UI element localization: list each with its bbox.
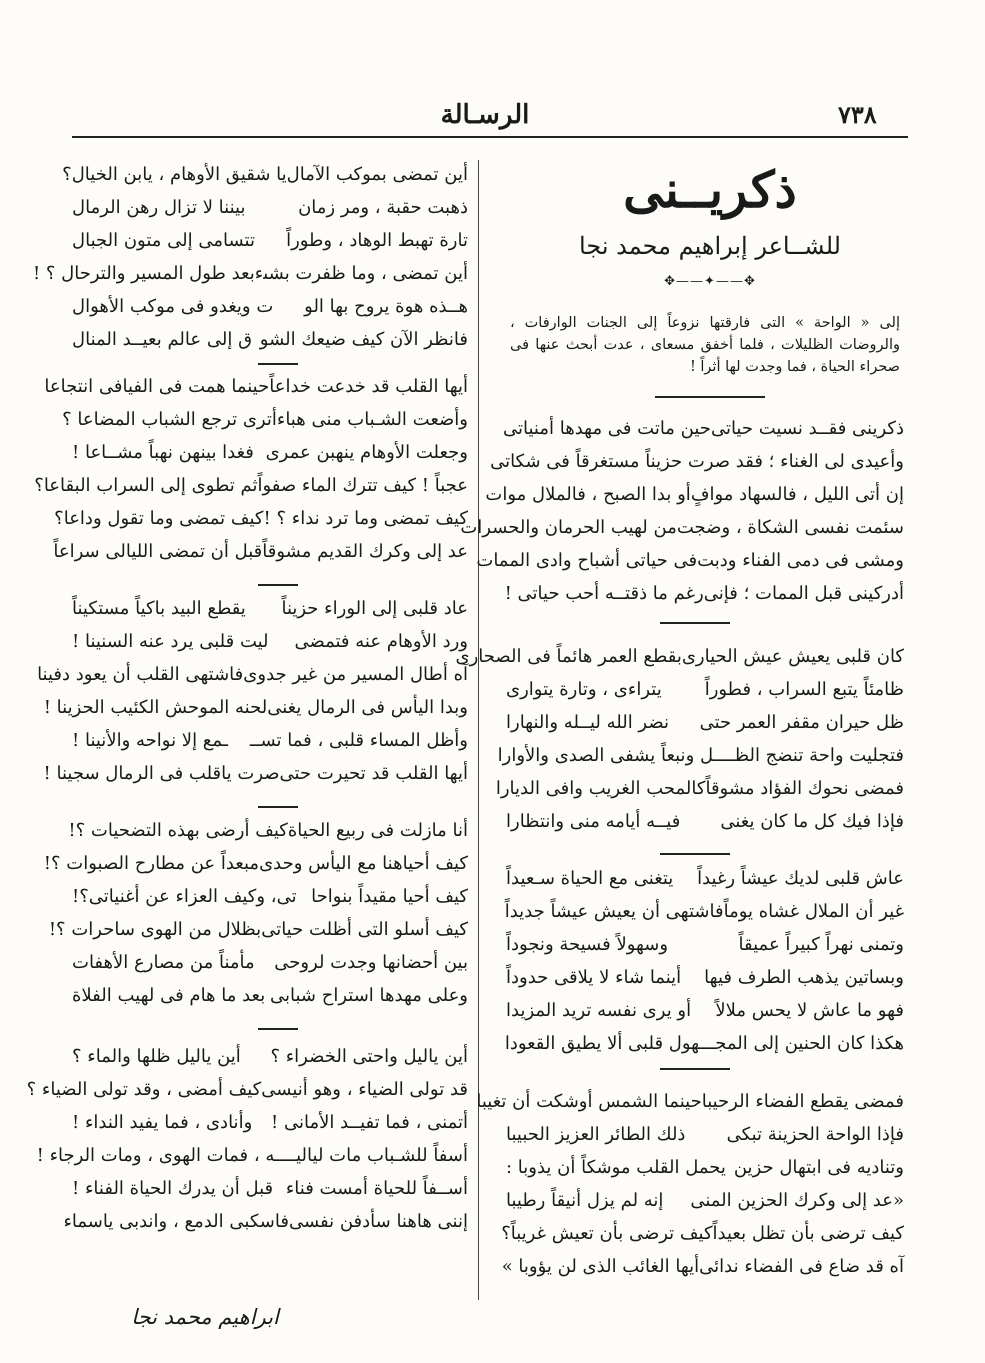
second-hemistich: فاسكبى الدمع ، واندبى ياسماء	[63, 1211, 289, 1232]
first-hemistich: ورد الأوهام عنه فتمضى	[294, 631, 468, 652]
first-hemistich: وأعيدى لى الغناء ؛ فقد صر	[704, 451, 904, 472]
second-hemistich: رغم ما ذقتــه أحب حياتى !	[504, 583, 704, 604]
verse-line	[43, 757, 468, 790]
verse-line	[63, 1205, 468, 1238]
first-hemistich: أنا مازلت فى ربيع الحياة	[287, 820, 468, 841]
first-hemistich: أين تمضى ، وما ظفرت بشى‍ء	[254, 263, 468, 284]
stanza	[26, 1040, 468, 1238]
verse-line	[72, 625, 468, 658]
first-hemistich: أســفاً للحياة أمست فناء	[285, 1178, 468, 1199]
verse-line	[72, 946, 468, 979]
first-hemistich: أتمنى ، فما تفيــد الأمانى !	[271, 1112, 468, 1133]
first-hemistich: وتمنى نهراً كبيراً عميقاً	[738, 934, 904, 955]
stanza	[476, 1085, 904, 1283]
second-hemistich: فاشتهى أن يعيش عيشاً جديداً	[504, 901, 724, 922]
first-hemistich: هكذا كان الحنين إلى المجــ	[704, 1033, 904, 1054]
stanza	[506, 862, 904, 1060]
first-hemistich: وبدا اليأس فى الرمال يغنى	[267, 697, 468, 718]
second-hemistich: أينما شاء لا يلاقى حدوداً	[506, 967, 682, 988]
dedication-text: إلى « الواحة » التى فارقتها نزوعاً إلى الجنات الوارفات ، والروضات الظليلات ، فلما أخفق مسعاى ، عدت أبحث عنها فى صحراء الحياة ، فما وجدت لها أثراً !	[510, 315, 900, 375]
verse-line	[72, 1040, 468, 1073]
second-hemistich: يقطع البيد باكياً مستكيناً	[72, 598, 246, 619]
verse-line	[37, 658, 468, 691]
first-hemistich: كيف أحياهنا مع اليأس وحدى	[259, 853, 468, 874]
first-hemistich: كان قلبى يعيش عيش الحيارى	[681, 646, 904, 667]
verse-line	[54, 502, 468, 535]
second-hemistich: بقطع العمر هائماً فى الصحارى	[455, 646, 682, 667]
section-rule	[258, 584, 298, 586]
first-hemistich: وأظل المساء قلبى ، فما تســ	[249, 730, 468, 751]
verse-line	[506, 961, 904, 994]
section-rule	[660, 853, 730, 855]
second-hemistich: كيف تمضى وما تقول وداعا؟	[54, 508, 264, 529]
second-hemistich: وسهولاً فسيحة ونجوداً	[506, 934, 669, 955]
verse-line	[43, 847, 468, 880]
first-hemistich: أين تمضى بموكب الآمال	[286, 164, 468, 185]
second-hemistich: فيــه أيامه منى وانتظارا	[506, 811, 681, 832]
first-hemistich: ومشى فى دمى الفناء ودبت	[697, 550, 904, 571]
verse-line	[62, 403, 468, 436]
section-rule	[258, 806, 298, 808]
first-hemistich: كيف ترضى بأن تظل بعيداً	[712, 1223, 904, 1244]
second-hemistich: أترى ترجع الشباب المضاعا ؟	[62, 409, 277, 430]
section-rule	[660, 1068, 730, 1070]
first-hemistich: عاش قلبى لديك عيشاً رغيداً	[697, 868, 904, 889]
poem-title: ذكريــنى	[623, 160, 797, 219]
first-hemistich: فهو ما عاش لا يحس ملالاً	[715, 1000, 904, 1021]
section-rule	[258, 1028, 298, 1030]
second-hemistich: لحنه الموحش الكئيب الحزينا !	[43, 697, 268, 718]
verse-line	[506, 706, 904, 739]
first-hemistich: آه قد ضاع فى الفضاء ندائى	[699, 1256, 904, 1277]
verse-line	[72, 191, 468, 224]
first-hemistich: فمضى نحوك الفؤاد مشوقاً	[705, 778, 904, 799]
first-hemistich: أين ياليل واحتى الخضراء ؟	[270, 1046, 468, 1067]
magazine-title: الرسـالة	[440, 100, 530, 130]
verse-line	[506, 895, 904, 928]
second-hemistich: كيف أمضى ، وقد تولى الضياء ؟	[26, 1079, 262, 1100]
second-hemistich: يحمل القلب موشكاً أن يذوبا :	[506, 1157, 726, 1178]
second-hemistich: قبل أن تمضى الليالى سراعاً	[53, 541, 263, 562]
verse-line	[485, 478, 904, 511]
verse-line	[460, 511, 904, 544]
section-rule	[258, 363, 298, 365]
poem-author: للشــاعر إبراهيم محمد نجا	[579, 232, 841, 260]
second-hemistich: فاشتهى القلب أن يعود دفينا	[37, 664, 244, 685]
second-hemistich: فى حياتى أشباح وادى الممات	[476, 550, 698, 571]
first-hemistich: عاد قلبى إلى الوراء حزيناً	[281, 598, 468, 619]
second-hemistich: يتغنى مع الحياة سـعيداً	[506, 868, 674, 889]
first-hemistich: قد تولى الضياء ، وهو أنيسى	[261, 1079, 468, 1100]
second-hemistich: مأمناً من مصارع الأهفات	[72, 952, 255, 973]
verse-line	[72, 1172, 468, 1205]
second-hemistich: ـهول قلبى ألا يطيق القعودا	[504, 1033, 705, 1054]
verse-line	[72, 290, 468, 323]
first-hemistich: هــذه هوة يروح بها الو	[304, 296, 468, 317]
second-hemistich: بعد ما هام فى لهيب الفلاة	[72, 985, 266, 1006]
first-hemistich: عجباً ! كيف تترك الماء صفواً	[257, 475, 468, 496]
second-hemistich: قبل أن يدرك الحياة الفناء !	[72, 1178, 274, 1199]
first-hemistich: ظل حيران مقفر العمر حتى	[699, 712, 904, 733]
first-hemistich: إن أتى الليل ، فالسهاد موافٍ	[690, 484, 904, 505]
poet-signature: ابراهيم محمد نجا	[131, 1305, 279, 1329]
first-hemistich: ظامئاً يتبع السراب ، فطوراً	[704, 679, 904, 700]
first-hemistich: وتناديه فى ابتهال حزين	[733, 1157, 904, 1178]
verse-line	[495, 772, 904, 805]
verse-line	[506, 1118, 904, 1151]
first-hemistich: وبساتين يذهب الطرف فيها	[704, 967, 904, 988]
stanza	[460, 412, 904, 610]
verse-line	[72, 724, 468, 757]
verse-line	[506, 928, 904, 961]
first-hemistich: أيها القلب قد خدعت خداعاً	[269, 376, 468, 397]
second-hemistich: ت ويغدو فى موكب الأهوال	[72, 296, 274, 317]
verse-line	[490, 445, 904, 478]
first-hemistich: فمضى يقطع الفضاء الرحيبا	[701, 1091, 904, 1112]
first-hemistich: وعلى مهدها استراح شبابى	[270, 985, 468, 1006]
first-hemistich: كيف أحيا مقيداً بنواحا	[311, 886, 468, 907]
second-hemistich: يتراءى ، وتارة يتوارى	[506, 679, 662, 700]
second-hemistich: ليت قلبى يرد عنه السنينا !	[72, 631, 269, 652]
first-hemistich: فتجليت واحة تنضج الظـــ	[718, 745, 904, 766]
verse-line	[476, 1085, 904, 1118]
second-hemistich: ذلك الطائر العزيز الحبيبا	[506, 1124, 686, 1145]
verse-line	[72, 592, 468, 625]
verse-line	[72, 436, 468, 469]
verse-line	[503, 412, 904, 445]
first-hemistich: إننى هاهنا سأدفن نفسى	[288, 1211, 468, 1232]
second-hemistich: يا شقيق الأوهام ، يابن الخيال؟	[62, 164, 287, 185]
verse-line	[506, 1151, 904, 1184]
verse-line	[506, 673, 904, 706]
verse-line	[72, 323, 468, 356]
first-hemistich: ذهبت حقبة ، ومر زمان	[298, 197, 468, 218]
first-hemistich: أيها القلب قد تحيرت حتى	[279, 763, 468, 784]
second-hemistich: حين ماتت فى مهدها أمنياتى	[503, 418, 711, 439]
stanza	[37, 592, 468, 790]
first-hemistich: فإذا الواحة الحزينة تبكى	[726, 1124, 904, 1145]
stanza	[43, 814, 468, 1012]
verse-line	[68, 814, 468, 847]
second-hemistich: كيف ترضى بأن تعيش غريباً؟	[501, 1223, 713, 1244]
second-hemistich: إنه لم يزل أنيقاً رطيبا	[506, 1190, 664, 1211]
second-hemistich: تى، وكيف العزاء عن أغنياتى؟!	[72, 886, 297, 907]
second-hemistich: صرت ياقلب فى الرمال سجينا !	[43, 763, 280, 784]
verse-line	[501, 1250, 904, 1283]
first-hemistich: سئمت نفسى الشكاة ، وضجت	[676, 517, 904, 538]
first-hemistich: أسفاً للشـباب مات لياليــ	[285, 1145, 468, 1166]
page-number: ٧٣٨	[838, 100, 877, 129]
stanza	[34, 370, 468, 568]
second-hemistich: ثم تطوى إلى السراب البقاعا؟	[34, 475, 258, 496]
second-hemistich: ــه ، فمات الهوى ، ومات الرجاء !	[36, 1145, 286, 1166]
second-hemistich: بظلال من الهوى ساحرات ؟!	[48, 919, 262, 940]
verse-line	[506, 805, 904, 838]
second-hemistich: تتسامى إلى متون الجبال	[72, 230, 255, 251]
second-hemistich: مبعداً عن مطارح الصبوات ؟!	[43, 853, 260, 874]
first-hemistich: غير أن الملال غشاه يوماً	[723, 901, 904, 922]
verse-line	[501, 1217, 904, 1250]
second-hemistich: ـمع إلا نواحه والأنينا !	[72, 730, 229, 751]
second-hemistich: وأنادى ، فما يفيد النداء !	[72, 1112, 253, 1133]
first-hemistich: ذكرينى فقــد نسيت حياتى	[710, 418, 904, 439]
first-hemistich: «عد إلى وكرك الحزين المنى	[690, 1190, 904, 1211]
second-hemistich: حينما الشمس أوشكت أن تغيبا	[476, 1091, 702, 1112]
verse-line	[26, 1073, 468, 1106]
verse-line	[32, 257, 468, 290]
first-hemistich: عد إلى وكرك القديم مشوقاً	[262, 541, 468, 562]
second-hemistich: أو يرى نفسه تريد المزيدا	[506, 1000, 692, 1021]
verse-line	[53, 535, 468, 568]
verse-line	[506, 577, 904, 610]
verse-line	[72, 1106, 468, 1139]
second-hemistich: بعد طول المسير والترحال ؟ !	[32, 263, 255, 284]
first-hemistich: تارة تهبط الوهاد ، وطوراً	[286, 230, 468, 251]
second-hemistich: ـل ونبعاً يشفى الصدى والأوارا	[497, 745, 719, 766]
verse-line	[44, 370, 468, 403]
second-hemistich: أو بدا الصبح ، فالملال موات	[485, 484, 691, 505]
stanza	[32, 158, 468, 356]
first-hemistich: آه أطال المسير من غير جدوى	[243, 664, 468, 685]
verse-line	[62, 158, 468, 191]
second-hemistich: من لهيب الحرمان والحسرات	[460, 517, 677, 538]
second-hemistich: ق إلى عالم بعيــد المنال	[72, 329, 253, 350]
ornament-divider: ✥——✦——✥	[664, 274, 756, 289]
first-hemistich: فإذا فيك كل ما كان يغنى	[720, 811, 904, 832]
first-hemistich: وأضعت الشـباب منى هباء	[276, 409, 468, 430]
verse-line	[43, 691, 468, 724]
column-divider	[478, 160, 479, 1300]
first-hemistich: كيف أسلو التى أظلت حياتى	[261, 919, 468, 940]
verse-line	[36, 1139, 468, 1172]
first-hemistich: فانظر الآن كيف ضيعك الشو	[259, 329, 468, 350]
second-hemistich: كيف أرضى بهذه التضحيات ؟!	[68, 820, 288, 841]
first-hemistich: أدركينى قبل الممات ؛ فإنى	[703, 583, 904, 604]
verse-line	[506, 1184, 904, 1217]
second-hemistich: فغدا بينهن نهباً مشــاعا !	[72, 442, 254, 463]
verse-line	[72, 880, 468, 913]
section-rule	[655, 396, 765, 398]
second-hemistich: ت حزيناً مستغرقاً فى شكاتى	[490, 451, 705, 472]
second-hemistich: نضر الله ليــله والنهارا	[506, 712, 669, 733]
header-rule	[72, 136, 908, 138]
section-rule	[660, 622, 730, 624]
verse-line	[497, 739, 904, 772]
verse-line	[34, 469, 468, 502]
verse-line	[506, 862, 904, 895]
second-hemistich: كالمحب الغريب وافى الديارا	[495, 778, 706, 799]
verse-line	[48, 913, 468, 946]
second-hemistich: بيننا لا تزال رهن الرمال	[72, 197, 246, 218]
verse-line	[455, 640, 904, 673]
verse-line	[72, 224, 468, 257]
verse-line	[506, 1027, 904, 1060]
second-hemistich: حينما همت فى الفيافى انتجاعا	[44, 376, 270, 397]
second-hemistich: أين ياليل ظلها والماء ؟	[72, 1046, 241, 1067]
verse-line	[476, 544, 904, 577]
first-hemistich: كيف تمضى وما ترد نداء ؟ !	[263, 508, 468, 529]
second-hemistich: أيها الغائب الذى لن يؤوبا »	[501, 1256, 700, 1277]
verse-line	[72, 979, 468, 1012]
first-hemistich: بين أحضانها وجدت لروحى	[274, 952, 468, 973]
verse-line	[506, 994, 904, 1027]
first-hemistich: وجعلت الأوهام ينهبن عمرى	[265, 442, 468, 463]
stanza	[455, 640, 904, 838]
